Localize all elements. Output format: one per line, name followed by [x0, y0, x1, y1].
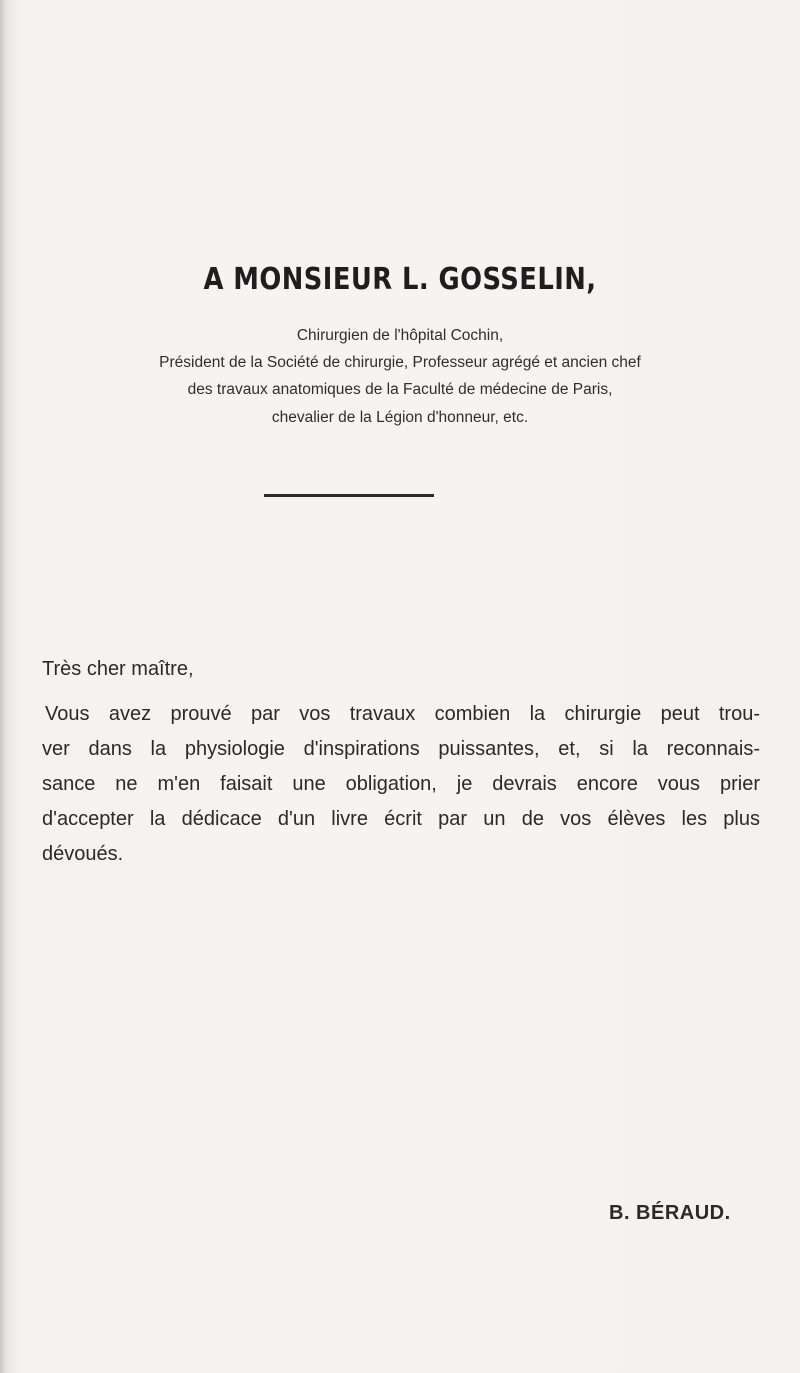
body-line-1: Vous avez prouvé par vos travaux combien la chirurgie peut trou- — [45, 703, 760, 725]
subtitle-line-3: des travaux anatomiques de la Faculté de médecine de Paris, — [187, 381, 613, 398]
body-line-4: d'accepter la dédicace d'un livre écrit par un de vos élèves les plus — [42, 808, 760, 830]
subtitle-line-2: Président de la Société de chirurgie, Professeur agrégé et ancien chef — [159, 354, 641, 371]
separator-rule — [264, 494, 434, 497]
signature: B. BÉRAUD. — [609, 1202, 731, 1224]
body-line-3: sance ne m'en faisait une obligation, je devrais encore vous prier — [42, 773, 760, 795]
subtitle-line-4: chevalier de la Légion d'honneur, etc. — [271, 409, 529, 426]
salutation: Très cher maître, — [42, 658, 194, 680]
subtitle-line-1: Chirurgien de l'hôpital Cochin, — [296, 327, 504, 344]
dedication-title: A MONSIEUR L. GOSSELIN, — [203, 262, 597, 297]
body-line-5: dévoués. — [42, 843, 124, 865]
body-line-2: ver dans la physiologie d'inspirations puissantes, et, si la reconnais- — [42, 738, 760, 760]
page-binding-edge — [0, 0, 6, 1373]
